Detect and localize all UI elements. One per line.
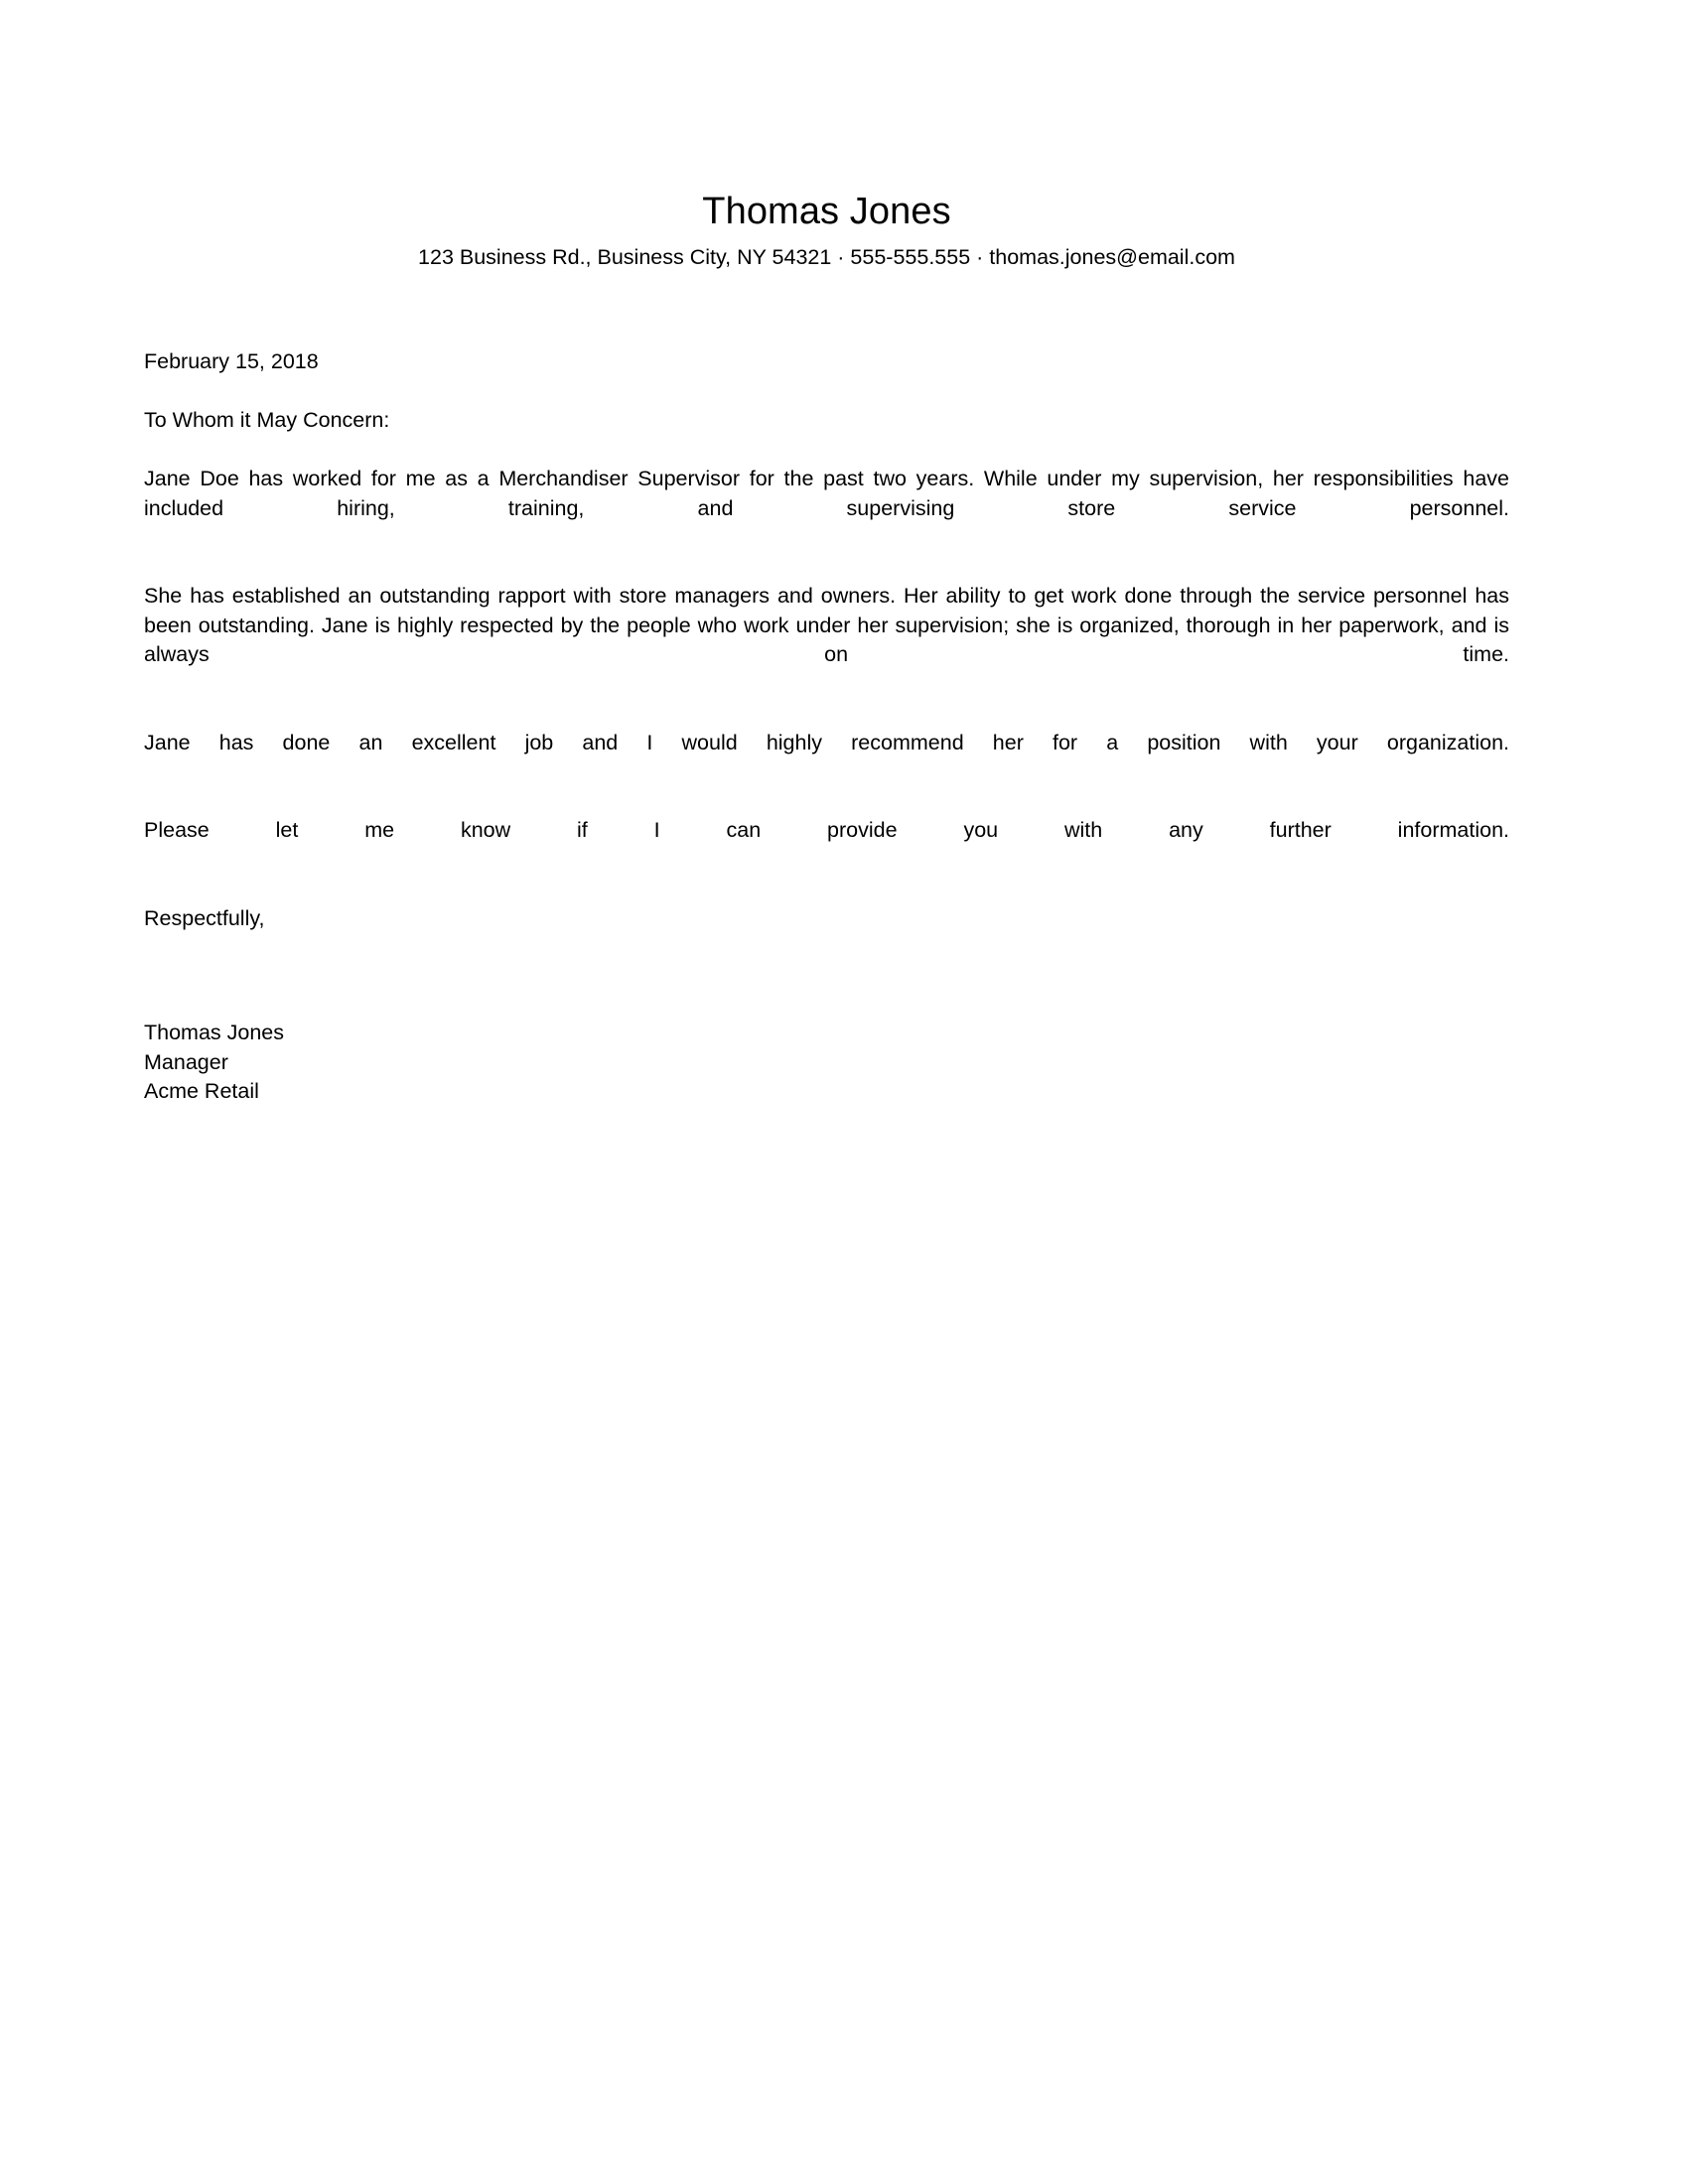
letterhead-name: Thomas Jones	[702, 191, 951, 232]
letter-paragraph: Jane has done an excellent job and I would highly recommend her for a position with your organization.	[144, 730, 1509, 754]
signature-title: Manager	[144, 1049, 228, 1074]
letterhead-contact-line: 123 Business Rd., Business City, NY 54321 · 555-555.555 · thomas.jones@email.com	[418, 245, 1235, 269]
letter-paragraph: Jane Doe has worked for me as a Merchandiser Supervisor for the past two years. While under my supervision, her responsibilities have included hiring, training, and supervising store service personnel.	[144, 467, 1509, 520]
letter-body	[144, 347, 1509, 1107]
letter-salutation: To Whom it May Concern:	[144, 408, 390, 432]
letter-closing: Respectfully,	[144, 905, 265, 930]
signature-space	[144, 933, 1509, 1019]
letterhead	[144, 0, 1509, 272]
letter-paragraph: She has established an outstanding rapport with store managers and owners. Her ability to get work done through the service personnel has been outstanding. Jane is highly respected by the people who work under her supervision; she is organized, thorough in her paperwork, and is always on time.	[144, 584, 1509, 666]
signature-block	[144, 1019, 1509, 1107]
letter-content-column	[144, 0, 1509, 1107]
signature-company: Acme Retail	[144, 1079, 259, 1103]
letter-date: February 15, 2018	[144, 349, 319, 373]
signature-name: Thomas Jones	[144, 1021, 285, 1044]
letter-paragraph: Please let me know if I can provide you with any further information.	[144, 818, 1509, 842]
